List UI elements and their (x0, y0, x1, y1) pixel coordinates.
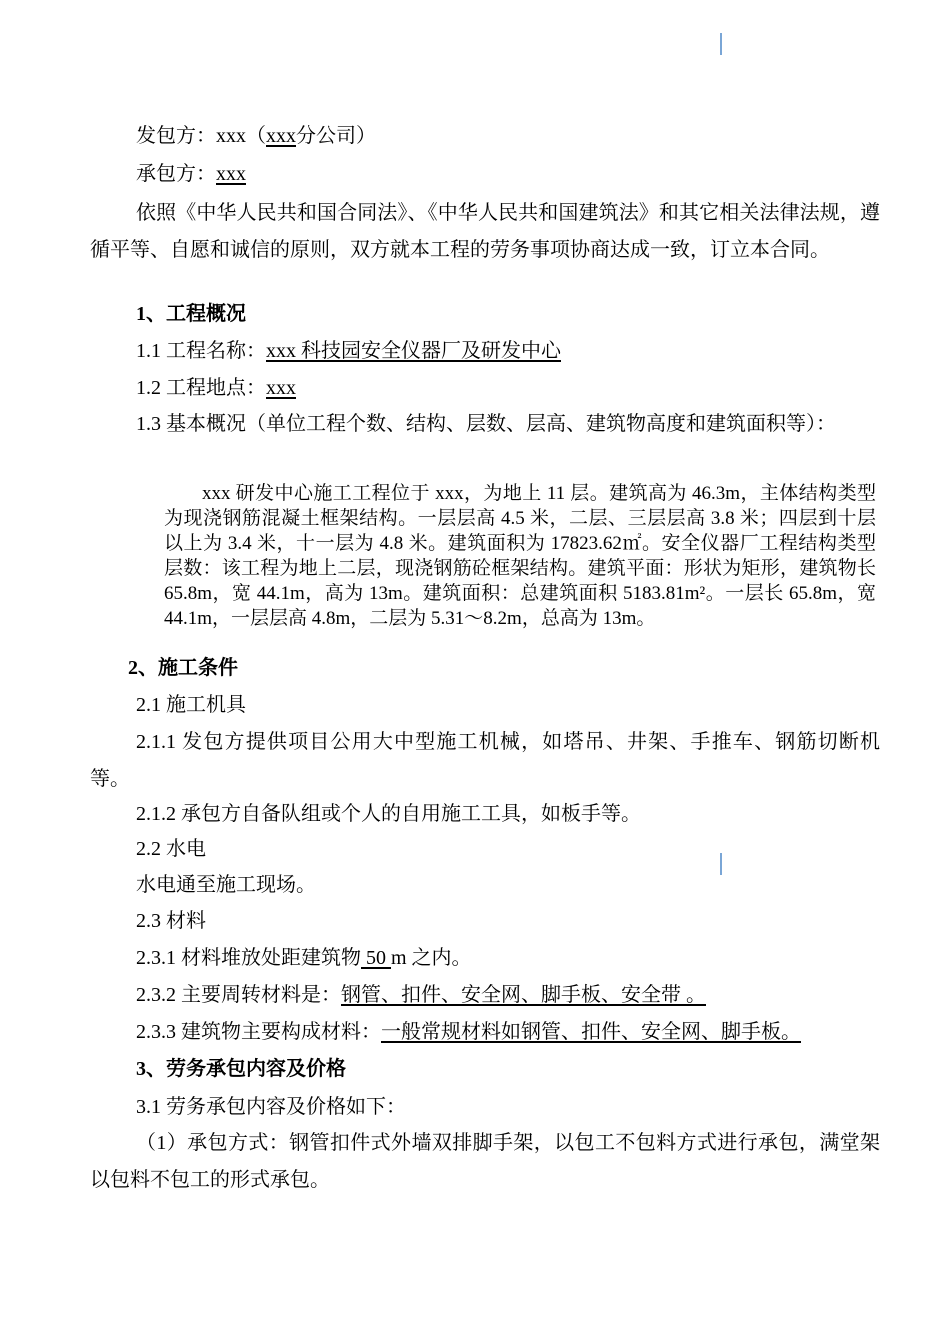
machinery-heading: 2.1 施工机具 (136, 694, 246, 716)
contract-mode-paragraph: （1）承包方式：钢管扣件式外墙双排脚手架，以包工不包料方式进行承包，满堂架以包料不包工的形式承包。 (90, 1132, 880, 1191)
section3-heading: 3、劳务承包内容及价格 (136, 1058, 346, 1080)
machinery-item-1: 2.1.1 发包方提供项目公用大中型施工机械，如塔吊、井架、手推车、钢筋切断机等。 (90, 731, 880, 790)
party-a-line (90, 118, 926, 155)
materials-item-2-label: 2.3.2 主要周转材料是： (136, 984, 341, 1006)
party-b-label: 承包方： (136, 163, 216, 185)
materials-item-1-label: 2.3.1 材料堆放处距建筑物 (136, 947, 361, 969)
machinery-item-2: 2.1.2 承包方自备队组或个人的自用施工工具，如板手等。 (136, 803, 641, 825)
party-b-name: xxx (216, 163, 246, 185)
party-b-line (90, 156, 926, 193)
party-a-branch: xxx (266, 125, 296, 147)
materials-item-2-value: 钢管、扣件、安全网、脚手板、安全带 。 (341, 984, 706, 1006)
project-location-value: xxx (266, 377, 296, 399)
materials-item-1 (90, 940, 926, 977)
materials-item-2 (90, 977, 926, 1014)
overview-label: 1.3 基本概况（单位工程个数、结构、层数、层高、建筑物高度和建筑面积等）： (136, 413, 836, 435)
materials-distance-value: 50 (361, 947, 391, 969)
intro-paragraph: 依照《中华人民共和国合同法》、《中华人民共和国建筑法》和其它相关法律法规，遵循平等、自愿和诚信的原则，双方就本工程的劳务事项协商达成一致，订立本合同。 (90, 202, 880, 261)
materials-item-3-value: 一般常规材料如钢管、扣件、安全网、脚手板。 (381, 1021, 801, 1043)
project-location-label: 1.2 工程地点： (136, 377, 266, 399)
utilities-text: 水电通至施工现场。 (136, 874, 316, 896)
contract-content-label: 3.1 劳务承包内容及价格如下： (136, 1096, 406, 1118)
party-a-label: 发包方： (136, 125, 216, 147)
overview-description: xxx 研发中心施工工程位于 xxx，为地上 11 层。建筑高为 46.3m，主体结构类型为现浇钢筋混凝土框架结构。一层层高 4.5 米，二层、三层层高 3.8 米；四层到十层以上为 3.4 米，十一层为 4.8 米。建筑面积为 17823.62㎡。安全仪器厂工程结构类型层数：该工程为地上二层，现浇钢筋砼框架结构。建筑平面：形状为矩形，建筑物长 65.8m，宽 44.1m，高为 13m。建筑面积：总建筑面积 5183.81m²。一层长 65.8m，宽 44.1m，一层层高 4.8m，二层为 5.31～8.2m，总高为 13m。 (164, 483, 876, 629)
project-name-value: xxx 科技园安全仪器厂及研发中心 (266, 340, 561, 362)
materials-item-3-label: 2.3.3 建筑物主要构成材料： (136, 1021, 381, 1043)
party-a-suffix: 分公司） (296, 125, 376, 147)
section2-heading: 2、施工条件 (128, 657, 238, 679)
project-name-line (90, 333, 926, 370)
utilities-heading: 2.2 水电 (136, 838, 206, 860)
party-a-name: xxx（ (216, 125, 266, 147)
project-location-line (90, 370, 926, 407)
section1-heading: 1、工程概况 (136, 303, 246, 325)
materials-item-3 (90, 1014, 926, 1051)
text-cursor-marker (720, 33, 722, 55)
materials-heading: 2.3 材料 (136, 910, 206, 932)
project-name-label: 1.1 工程名称： (136, 340, 266, 362)
materials-item-1-unit: m 之内。 (391, 947, 472, 969)
